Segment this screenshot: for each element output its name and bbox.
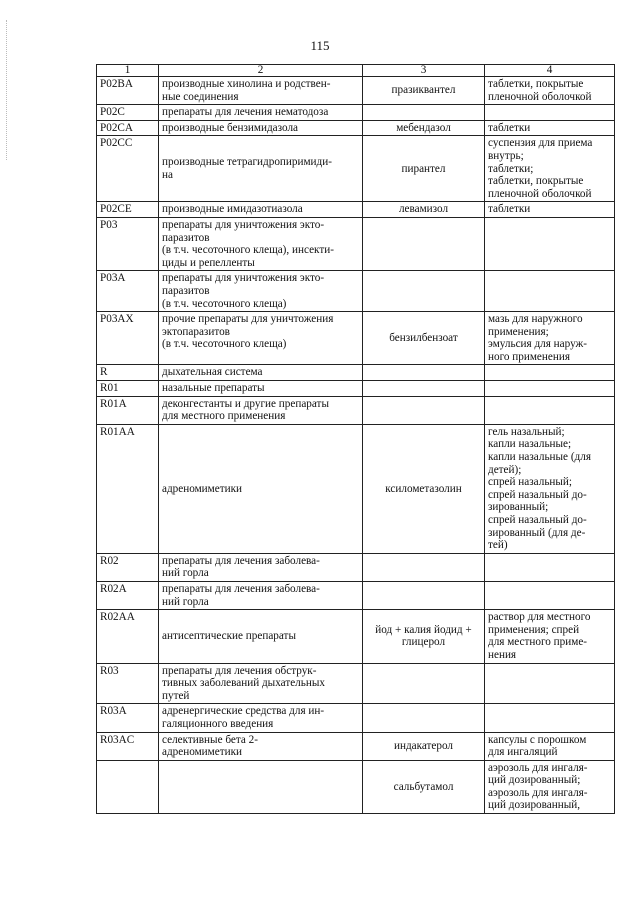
pharmacological-group-cell: препараты для лечения обструк- тивных заболеваний дыхательных путей xyxy=(159,663,363,704)
pharmacological-group-cell: препараты для уничтожения экто- паразитов (в т.ч. чесоточного клеща), инсекти- циды и репелленты xyxy=(159,217,363,270)
drug-classification-table xyxy=(96,64,615,814)
atc-code-cell: R02A xyxy=(97,581,159,609)
table-row xyxy=(97,312,615,365)
pharmacological-group-cell xyxy=(159,760,363,813)
drug-name-cell: празиквантел xyxy=(363,77,485,105)
dosage-forms-cell xyxy=(485,396,615,424)
atc-code-cell: R02 xyxy=(97,553,159,581)
dosage-forms-cell: суспензия для приема внутрь; таблетки; таблетки, покрытые пленочной оболочкой xyxy=(485,136,615,202)
atc-code-cell: P03 xyxy=(97,217,159,270)
pharmacological-group-cell: назальные препараты xyxy=(159,381,363,397)
table-row xyxy=(97,610,615,663)
dosage-forms-cell xyxy=(485,271,615,312)
drug-name-cell xyxy=(363,581,485,609)
drug-name-cell xyxy=(363,105,485,121)
table-row xyxy=(97,381,615,397)
table-row xyxy=(97,365,615,381)
drug-name-cell xyxy=(363,217,485,270)
table-row xyxy=(97,217,615,270)
column-header: 2 xyxy=(159,65,363,77)
table-row xyxy=(97,663,615,704)
atc-code-cell: R03A xyxy=(97,704,159,732)
drug-name-cell: йод + калия йодид + глицерол xyxy=(363,610,485,663)
pharmacological-group-cell: адренергические средства для ин- галяционного введения xyxy=(159,704,363,732)
pharmacological-group-cell: препараты для уничтожения экто- паразитов (в т.ч. чесоточного клеща) xyxy=(159,271,363,312)
dosage-forms-cell: таблетки, покрытые пленочной оболочкой xyxy=(485,77,615,105)
pharmacological-group-cell: антисептические препараты xyxy=(159,610,363,663)
drug-name-cell: индакатерол xyxy=(363,732,485,760)
atc-code-cell: R02AA xyxy=(97,610,159,663)
drug-name-cell xyxy=(363,704,485,732)
table-row xyxy=(97,105,615,121)
dosage-forms-cell xyxy=(485,105,615,121)
pharmacological-group-cell: препараты для лечения заболева- ний горла xyxy=(159,581,363,609)
table-row xyxy=(97,760,615,813)
pharmacological-group-cell: прочие препараты для уничтожения эктопаразитов (в т.ч. чесоточного клеща) xyxy=(159,312,363,365)
pharmacological-group-cell: деконгестанты и другие препараты для местного применения xyxy=(159,396,363,424)
table-row xyxy=(97,553,615,581)
drug-name-cell xyxy=(363,396,485,424)
table-row xyxy=(97,77,615,105)
atc-code-cell: P03AX xyxy=(97,312,159,365)
table-row xyxy=(97,704,615,732)
drug-name-cell: мебендазол xyxy=(363,120,485,136)
dosage-forms-cell xyxy=(485,217,615,270)
atc-code-cell: P02CE xyxy=(97,202,159,218)
drug-name-cell xyxy=(363,271,485,312)
drug-name-cell: сальбутамол xyxy=(363,760,485,813)
pharmacological-group-cell: производные тетрагидропиримиди- на xyxy=(159,136,363,202)
pharmacological-group-cell: адреномиметики xyxy=(159,424,363,553)
dosage-forms-cell: мазь для наружного применения; эмульсия для наруж- ного применения xyxy=(485,312,615,365)
pharmacological-group-cell: производные хинолина и родствен- ные соединения xyxy=(159,77,363,105)
dosage-forms-cell: гель назальный; капли назальные; капли назальные (для детей); спрей назальный; спрей назальный до- зированный; спрей назальный до- зированный (для де- тей) xyxy=(485,424,615,553)
drug-name-cell: левамизол xyxy=(363,202,485,218)
dosage-forms-cell: раствор для местного применения; спрей для местного приме- нения xyxy=(485,610,615,663)
table-row xyxy=(97,396,615,424)
column-header: 1 xyxy=(97,65,159,77)
dosage-forms-cell xyxy=(485,553,615,581)
table-row xyxy=(97,202,615,218)
atc-code-cell: R01AA xyxy=(97,424,159,553)
drug-name-cell: ксилометазолин xyxy=(363,424,485,553)
atc-code-cell: P02CA xyxy=(97,120,159,136)
dosage-forms-cell: таблетки xyxy=(485,202,615,218)
dosage-forms-cell: аэрозоль для ингаля- ций дозированный; аэрозоль для ингаля- ций дозированный, xyxy=(485,760,615,813)
atc-code-cell: R01A xyxy=(97,396,159,424)
pharmacological-group-cell: производные имидазотиазола xyxy=(159,202,363,218)
atc-code-cell: R01 xyxy=(97,381,159,397)
table-row xyxy=(97,581,615,609)
pharmacological-group-cell: препараты для лечения заболева- ний горла xyxy=(159,553,363,581)
drug-name-cell xyxy=(363,365,485,381)
table-row xyxy=(97,424,615,553)
atc-code-cell: P02BA xyxy=(97,77,159,105)
table-row xyxy=(97,136,615,202)
table-header-row xyxy=(97,65,615,77)
drug-name-cell xyxy=(363,553,485,581)
drug-name-cell xyxy=(363,381,485,397)
column-header: 4 xyxy=(485,65,615,77)
margin-marks xyxy=(6,20,9,160)
dosage-forms-cell: капсулы с порошком для ингаляций xyxy=(485,732,615,760)
atc-code-cell: R03 xyxy=(97,663,159,704)
atc-code-cell: R xyxy=(97,365,159,381)
pharmacological-group-cell: селективные бета 2- адреномиметики xyxy=(159,732,363,760)
page-number: 115 xyxy=(310,38,330,53)
pharmacological-group-cell: производные бензимидазола xyxy=(159,120,363,136)
dosage-forms-cell xyxy=(485,365,615,381)
table-row xyxy=(97,120,615,136)
dosage-forms-cell: таблетки xyxy=(485,120,615,136)
atc-code-cell: P02C xyxy=(97,105,159,121)
pharmacological-group-cell: препараты для лечения нематодоза xyxy=(159,105,363,121)
pharmacological-group-cell: дыхательная система xyxy=(159,365,363,381)
drug-name-cell: пирантел xyxy=(363,136,485,202)
atc-code-cell: R03AC xyxy=(97,732,159,760)
table-row xyxy=(97,732,615,760)
atc-code-cell xyxy=(97,760,159,813)
dosage-forms-cell xyxy=(485,663,615,704)
column-header: 3 xyxy=(363,65,485,77)
drug-name-cell: бензилбензоат xyxy=(363,312,485,365)
dosage-forms-cell xyxy=(485,381,615,397)
drug-name-cell xyxy=(363,663,485,704)
atc-code-cell: P02CC xyxy=(97,136,159,202)
dosage-forms-cell xyxy=(485,704,615,732)
dosage-forms-cell xyxy=(485,581,615,609)
table-row xyxy=(97,271,615,312)
atc-code-cell: P03A xyxy=(97,271,159,312)
